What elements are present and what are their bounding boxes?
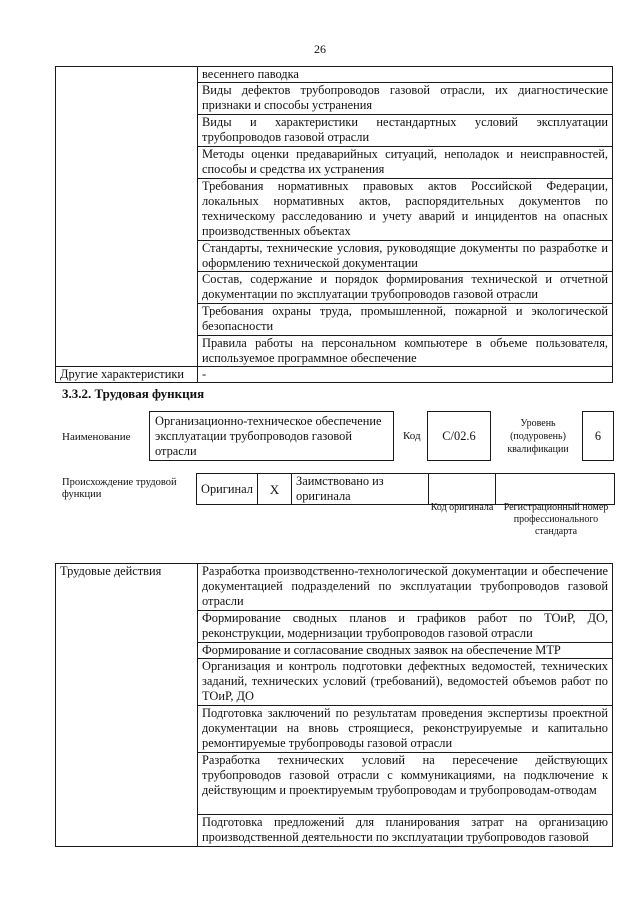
labor-action-item: Организация и контроль подготовки дефектных ведомостей, технических заданий, технических условий (требований), ведомостей объемов работ по ТОиР, ДО xyxy=(198,659,613,706)
knowledge-item: Правила работы на персональном компьютере в объеме пользователя, используемое программное обеспечение xyxy=(198,336,613,367)
original-cell: Оригинал xyxy=(197,474,258,505)
function-name-box xyxy=(149,411,394,461)
other-characteristics-value: - xyxy=(198,367,613,383)
original-code-cell xyxy=(429,474,496,505)
function-code-box xyxy=(427,411,491,461)
labor-action-item: Разработка технических условий на пересечение действующих трубопроводов газовой отрасли с коммуникациями, на подключение к действующим и проектируемым трубопроводам и трубопроводам-отводам xyxy=(198,753,613,815)
labor-action-item: Формирование и согласование сводных заявок на обеспечение МТР xyxy=(198,643,613,659)
knowledge-item: Состав, содержание и порядок формирования технической и отчетной документации по эксплуатации трубопроводов газовой отрасли xyxy=(198,272,613,304)
table-row xyxy=(197,474,615,505)
knowledge-item: Виды дефектов трубопроводов газовой отрасли, их диагностические признаки и способы устранения xyxy=(198,83,613,115)
reg-caption: Регистрационный номер профессионального стандарта xyxy=(503,502,609,537)
labor-actions-table xyxy=(55,563,613,847)
code-label: Код xyxy=(403,430,421,442)
name-label: Наименование xyxy=(62,431,131,443)
level-box xyxy=(582,411,614,461)
original-mark: X xyxy=(258,474,292,505)
knowledge-label-cell xyxy=(56,67,198,367)
knowledge-item: Методы оценки предаварийных ситуаций, неполадок и неисправностей, способы и средства их устранения xyxy=(198,147,613,179)
section-title: 3.3.2. Трудовая функция xyxy=(62,386,205,401)
page-number: 26 xyxy=(314,42,326,56)
labor-actions-label: Трудовые действия xyxy=(56,564,198,847)
code-caption: Код оригинала xyxy=(430,502,494,513)
labor-action-item: Формирование сводных планов и графиков работ по ТОиР, ДО, реконструкции, модернизации трубопроводов газовой отрасли xyxy=(198,611,613,643)
knowledge-item: Требования охраны труда, промышленной, пожарной и экологической безопасности xyxy=(198,304,613,336)
knowledge-item: Требования нормативных правовых актов Российской Федерации, локальных нормативных актов, распорядительных документов по техническому расследованию и учету аварий и инцидентов на опасных производственных объектах xyxy=(198,179,613,241)
level-value: 6 xyxy=(594,429,602,443)
function-name: Организационно-техническое обеспечение эксплуатации трубопроводов газовой отрасли xyxy=(155,414,382,458)
labor-action-item: Разработка производственно-технологической документации и обеспечение документацией подразделений по эксплуатации трубопроводов газовой отрасли xyxy=(198,564,613,611)
borrowed-cell: Заимствовано из оригинала xyxy=(292,474,429,505)
knowledge-item: Виды и характеристики нестандартных условий эксплуатации трубопроводов газовой отрасли xyxy=(198,115,613,147)
table-row xyxy=(56,564,613,611)
labor-action-item: Подготовка заключений по результатам проведения экспертизы проектной документации на вновь строящиеся, реконструируемые и капитально ремонтируемые трубопроводы газовой отрасли xyxy=(198,706,613,753)
knowledge-table xyxy=(55,66,613,383)
knowledge-item: весеннего паводка xyxy=(198,67,613,83)
other-characteristics-label: Другие характеристики xyxy=(56,367,198,383)
labor-action-item: Подготовка предложений для планирования затрат на организацию производственной деятельности по эксплуатации трубопроводов газовой xyxy=(198,815,613,847)
origin-table xyxy=(196,473,615,505)
table-row xyxy=(56,67,613,83)
reg-number-cell xyxy=(496,474,615,505)
knowledge-item: Стандарты, технические условия, руководящие документы по разработке и оформлению технической документации xyxy=(198,241,613,272)
function-code: С/02.6 xyxy=(442,429,476,443)
table-row xyxy=(56,367,613,383)
origin-label: Происхождение трудовой функции xyxy=(62,477,177,500)
level-label: Уровень (подуровень) квалификации xyxy=(507,418,569,455)
